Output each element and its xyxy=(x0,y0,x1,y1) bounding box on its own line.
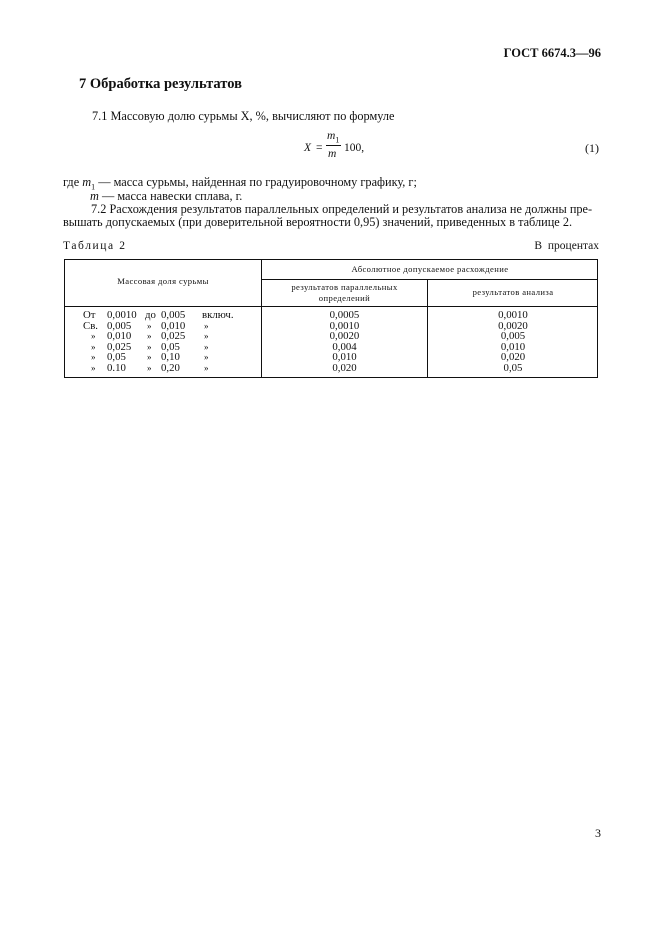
row-prefix: » xyxy=(91,331,96,342)
row-suffix: включ. xyxy=(202,309,234,321)
row-connector: » xyxy=(147,363,152,373)
paragraph-7-2-line-1: 7.2 Расхождения результатов параллельных определений и результатов анализа не должны пре- xyxy=(91,202,593,216)
row-connector: до xyxy=(145,309,156,321)
row-to: 0,010 xyxy=(161,319,186,332)
table-hline-group xyxy=(261,279,598,280)
row-from: 0,05 xyxy=(107,351,126,364)
row-analysis: 0,0020 xyxy=(498,319,528,332)
row-from: 0.10 xyxy=(107,362,126,374)
formula-tail: 100, xyxy=(344,142,365,154)
formula-numerator-sub: 1 xyxy=(335,135,340,145)
row-connector: » xyxy=(147,320,152,331)
row-parallel: 0,0005 xyxy=(329,309,360,321)
formula-numerator-var: m xyxy=(327,130,336,142)
row-parallel: 0,0020 xyxy=(329,330,360,343)
row-parallel: 0,020 xyxy=(332,362,357,374)
formula-numerator xyxy=(327,130,339,144)
header-abs-discrepancy: Абсолютное допускаемое расхождение xyxy=(351,264,509,274)
row-prefix: Св. xyxy=(83,319,98,332)
fraction-bar xyxy=(326,145,341,146)
row-suffix: » xyxy=(204,331,209,342)
paragraph-7-1: 7.1 Массовую долю сурьмы X, %, вычисляют по формуле xyxy=(92,109,395,123)
row-analysis: 0,020 xyxy=(500,351,526,364)
table-units: В процентах xyxy=(534,240,599,252)
row-prefix: От xyxy=(83,309,96,321)
row-from: 0,0010 xyxy=(107,309,137,321)
table-caption: Таблица 2 xyxy=(63,240,127,252)
row-analysis: 0,0010 xyxy=(498,309,528,321)
where-var-sub: 1 xyxy=(91,182,96,192)
row-prefix: » xyxy=(91,352,96,363)
row-from: 0,005 xyxy=(107,319,132,332)
row-suffix: » xyxy=(204,320,209,331)
row-analysis: 0,005 xyxy=(500,330,526,343)
row-suffix: » xyxy=(204,363,209,373)
table-2 xyxy=(64,259,598,378)
header-analysis: результатов анализа xyxy=(472,287,554,297)
row-connector: » xyxy=(147,331,152,342)
row-parallel: 0,0010 xyxy=(329,319,360,332)
paragraph-7-2-line-2: вышать допускаемых (при доверительной вероятности 0,95) значений, приведенных в таблице 2. xyxy=(63,215,573,229)
row-connector: » xyxy=(147,352,152,363)
row-parallel: 0,004 xyxy=(332,340,357,353)
row-parallel: 0,010 xyxy=(332,351,357,364)
row-to: 0,20 xyxy=(161,362,180,374)
row-analysis: 0,05 xyxy=(503,362,523,374)
header-parallel-line-2: определений xyxy=(318,293,371,303)
row-to: 0,10 xyxy=(161,351,180,364)
where-var-m: m xyxy=(90,189,99,203)
formula-equals: = xyxy=(316,142,323,154)
where-desc-2: — масса навески сплава, г. xyxy=(98,189,243,203)
row-analysis: 0,010 xyxy=(500,340,526,353)
formula-number: (1) xyxy=(585,141,599,155)
row-suffix: » xyxy=(204,341,209,352)
row-connector: » xyxy=(147,341,152,352)
formula-denominator: m xyxy=(328,148,337,160)
row-to: 0,025 xyxy=(161,330,186,343)
where-prefix: где xyxy=(63,175,83,189)
formula-lhs: X xyxy=(304,142,312,154)
row-from: 0,025 xyxy=(107,340,132,353)
table-hline-header xyxy=(65,306,598,307)
row-to: 0,05 xyxy=(161,340,180,353)
section-title: 7 Обработка результатов xyxy=(79,76,242,92)
row-prefix: » xyxy=(91,363,96,373)
row-prefix: » xyxy=(91,341,96,352)
document-code: ГОСТ 6674.3—96 xyxy=(503,46,601,60)
row-suffix: » xyxy=(204,352,209,363)
page-number: 3 xyxy=(595,826,601,840)
header-mass-fraction: Массовая доля сурьмы xyxy=(117,276,209,286)
row-from: 0,010 xyxy=(107,330,132,343)
header-parallel-line-1: результатов параллельных xyxy=(291,282,398,292)
row-to: 0,005 xyxy=(161,309,186,321)
where-var-m1: m xyxy=(82,175,92,189)
header-parallel xyxy=(262,282,427,304)
where-desc-1: — масса сурьмы, найденная по градуировочному графику, г; xyxy=(95,175,417,189)
